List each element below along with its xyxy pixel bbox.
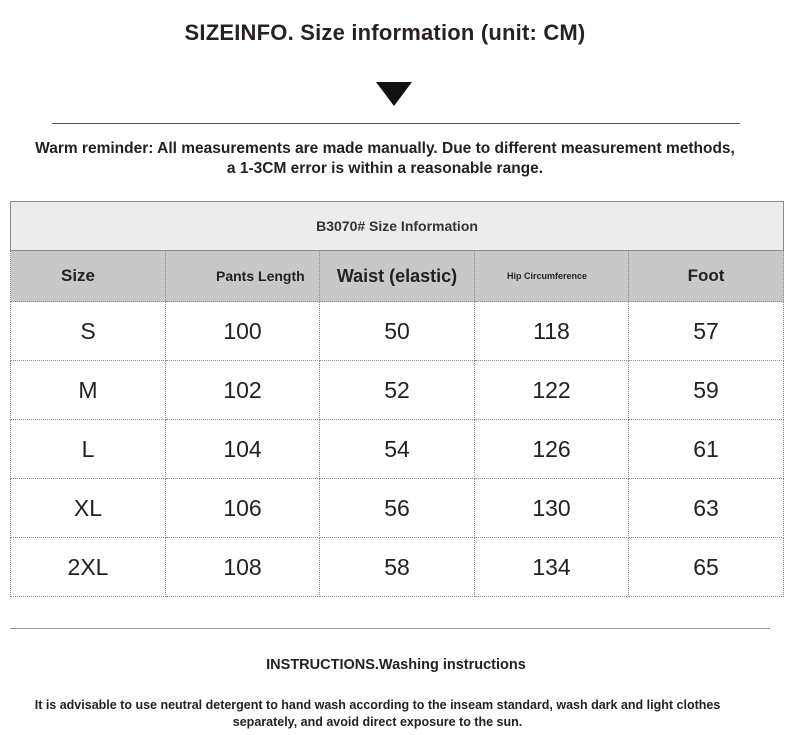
- cell-hip: 130: [475, 479, 629, 538]
- divider: [10, 628, 770, 629]
- page-title: SIZEINFO. Size information (unit: CM): [184, 20, 586, 45]
- table-row: [11, 302, 784, 361]
- cell-hip: 122: [475, 361, 629, 420]
- cell-waist: 52: [320, 361, 475, 420]
- cell-foot: 65: [629, 538, 784, 597]
- cell-foot: 57: [629, 302, 784, 361]
- cell-size: S: [11, 302, 166, 361]
- cell-waist: 58: [320, 538, 475, 597]
- cell-waist: 50: [320, 302, 475, 361]
- table-row: [11, 361, 784, 420]
- cell-pants-length: 102: [166, 361, 320, 420]
- table-row: [11, 538, 784, 597]
- cell-foot: 63: [629, 479, 784, 538]
- header-size: Size: [11, 251, 166, 302]
- cell-pants-length: 106: [166, 479, 320, 538]
- cell-waist: 54: [320, 420, 475, 479]
- cell-pants-length: 104: [166, 420, 320, 479]
- header-hip-circumference: Hip Circumference: [475, 251, 629, 302]
- down-arrow-icon: [376, 82, 412, 106]
- instructions-text: It is advisable to use neutral detergent to hand wash according to the inseam standard, wash dark and light clothes separately, and avoid direct exposure to the sun.: [34, 698, 721, 729]
- table-caption: B3070# Size Information: [11, 202, 784, 251]
- cell-hip: 134: [475, 538, 629, 597]
- cell-hip: 126: [475, 420, 629, 479]
- table-row: [11, 420, 784, 479]
- size-table: [10, 201, 784, 597]
- cell-size: 2XL: [11, 538, 166, 597]
- cell-size: M: [11, 361, 166, 420]
- instructions-title: INSTRUCTIONS.Washing instructions: [266, 657, 526, 673]
- header-pants-length: Pants Length: [166, 251, 320, 302]
- table-header-row: [11, 251, 784, 302]
- warm-reminder: Warm reminder: All measurements are made manually. Due to different measurement methods, a 1-3CM error is within a reasonable range.: [35, 140, 735, 177]
- cell-size: L: [11, 420, 166, 479]
- cell-pants-length: 108: [166, 538, 320, 597]
- cell-hip: 118: [475, 302, 629, 361]
- cell-pants-length: 100: [166, 302, 320, 361]
- table-caption-row: [11, 202, 784, 251]
- header-foot: Foot: [629, 251, 784, 302]
- cell-size: XL: [11, 479, 166, 538]
- cell-foot: 61: [629, 420, 784, 479]
- cell-foot: 59: [629, 361, 784, 420]
- header-waist: Waist (elastic): [320, 251, 475, 302]
- divider: [52, 123, 740, 124]
- cell-waist: 56: [320, 479, 475, 538]
- table-row: [11, 479, 784, 538]
